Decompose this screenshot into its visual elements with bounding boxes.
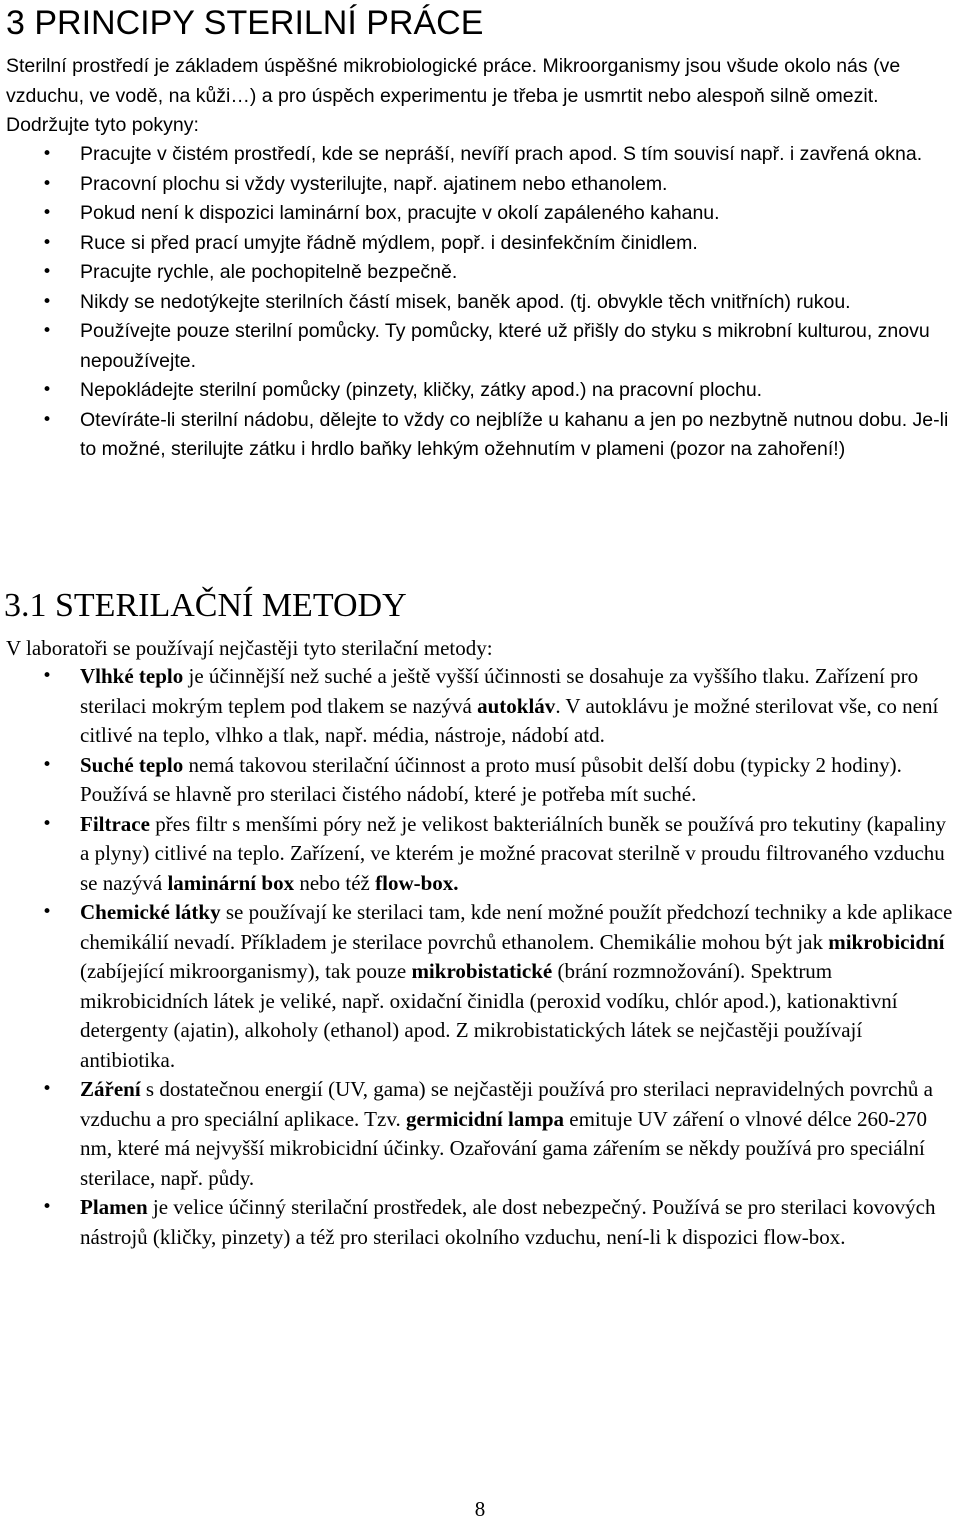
method-term: Záření (80, 1077, 141, 1101)
section-intro: Sterilní prostředí je základem úspěšné mikrobiologické práce. Mikroorganismy jsou všude okolo nás (ve vzduchu, ve vodě, na kůži…) a pro úspěch experimentu je třeba je usmrtit nebo alespoň silně omezit. Dodržujte tyto pokyny: (6, 55, 901, 136)
list-item-radiation: • Záření s dostatečnou energií (UV, gama) se nejčastěji používá pro sterilaci nepravidelných povrchů a vzduchu a pro speciální aplikace. Tzv. germicidní lampa emituje UV záření o vlnové délce 260-270 nm, které má nejvyšší mikrobicidní účinky. Ozařování gama zářením se někdy používá pro speciální sterilace, např. půdy. (6, 1075, 958, 1193)
method-term: Suché teplo (80, 752, 184, 777)
subsection-heading: 3.1 STERILAČNÍ METODY (4, 587, 407, 624)
methods-list (6, 662, 958, 1252)
list-item-moist-heat: • Vlhké teplo je účinnější než suché a ještě vyšší účinnosti se dosahuje za vyššího tlaku. Zařízení pro sterilaci mokrým teplem pod tlakem se nazývá autokláv. V autoklávu je možné sterilovat vše, co není citlivé na teplo, vlhko a tlak, např. média, nástroje, nádobí atd. (6, 662, 958, 751)
key-term: mikrobistatické (411, 959, 553, 983)
list-item-filtration: • Filtrace přes filtr s menšími póry než je velikost bakteriálních buněk se používá pro tekutiny (kapaliny a plyny) citlivé na teplo. Zařízení, ve kterém je možné pracovat sterilně v proudu filtrovaného vzduchu se nazývá laminární box nebo též flow-box. (6, 810, 958, 899)
method-term: Chemické látky (80, 900, 221, 924)
method-term: Filtrace (80, 811, 150, 836)
list-item: • Pokud není k dispozici laminární box, pracujte v okolí zapáleného kahanu. (6, 199, 956, 229)
key-term: laminární box (167, 870, 295, 895)
section-heading: 3 PRINCIPY STERILNÍ PRÁCE (6, 4, 484, 42)
list-item: • Pracujte rychle, ale pochopitelně bezpečně. (6, 258, 956, 288)
list-item-chemicals: • Chemické látky se používají ke sterilaci tam, kde není možné použít předchozí techniky a kde aplikace chemikálií nevadí. Příkladem je sterilace povrchů ethanolem. Chemikálie mohou být jak mikrobicidní (zabíjející mikroorganismy), tak pouze mikrobistatické (brání rozmnožování). Spektrum mikrobicidních látek je veliké, např. oxidační činidla (peroxid vodíku, chlór apod.), kationaktivní detergenty (ajatin), alkoholy (ethanol) apod. Z mikrobistatických látek se nejčastěji používají antibiotika. (6, 898, 958, 1075)
subsection-intro: V laboratoři se používají nejčastěji tyto sterilační metody: (6, 636, 493, 660)
list-item: • Používejte pouze sterilní pomůcky. Ty pomůcky, které už přišly do styku s mikrobní kulturou, znovu nepoužívejte. (6, 317, 956, 376)
key-term: flow-box. (375, 870, 459, 895)
list-item: • Pracujte v čistém prostředí, kde se nepráší, nevíří prach apod. S tím souvisí např. i zavřená okna. (6, 140, 956, 170)
list-item-flame: • Plamen je velice účinný sterilační prostředek, ale dost nebezpečný. Používá se pro sterilaci kovových nástrojů (kličky, pinzety) a též pro sterilaci okolního vzduchu, není-li k dispozici flow-box. (6, 1193, 958, 1252)
list-item: • Ruce si před prací umyjte řádně mýdlem, popř. i desinfekčním činidlem. (6, 229, 956, 259)
list-item: • Pracovní plochu si vždy vysterilujte, např. ajatinem nebo ethanolem. (6, 170, 956, 200)
list-item: • Otevíráte-li sterilní nádobu, dělejte to vždy co nejblíže u kahanu a jen po nezbytně nutnou dobu. Je-li to možné, sterilujte zátku i hrdlo baňky lehkým ožehnutím v plameni (pozor na zahoření!) (6, 406, 956, 465)
list-item: • Nikdy se nedotýkejte sterilních částí misek, baněk apod. (tj. obvykle těch vnitřních) rukou. (6, 288, 956, 318)
list-item-dry-heat: • Suché teplo nemá takovou sterilační účinnost a proto musí působit delší dobu (typicky 2 hodiny). Používá se hlavně pro sterilaci čistého nádobí, které je potřeba mít suché. (6, 751, 958, 810)
page-number: 8 (474, 1497, 486, 1521)
key-term: autokláv (477, 693, 556, 718)
key-term: germicidní lampa (405, 1106, 565, 1131)
method-term: Plamen (80, 1195, 148, 1219)
list-item: • Nepokládejte sterilní pomůcky (pinzety, kličky, zátky apod.) na pracovní plochu. (6, 376, 956, 406)
key-term: mikrobicidní (828, 929, 945, 954)
rules-list (6, 140, 956, 465)
method-term: Vlhké teplo (80, 664, 184, 688)
